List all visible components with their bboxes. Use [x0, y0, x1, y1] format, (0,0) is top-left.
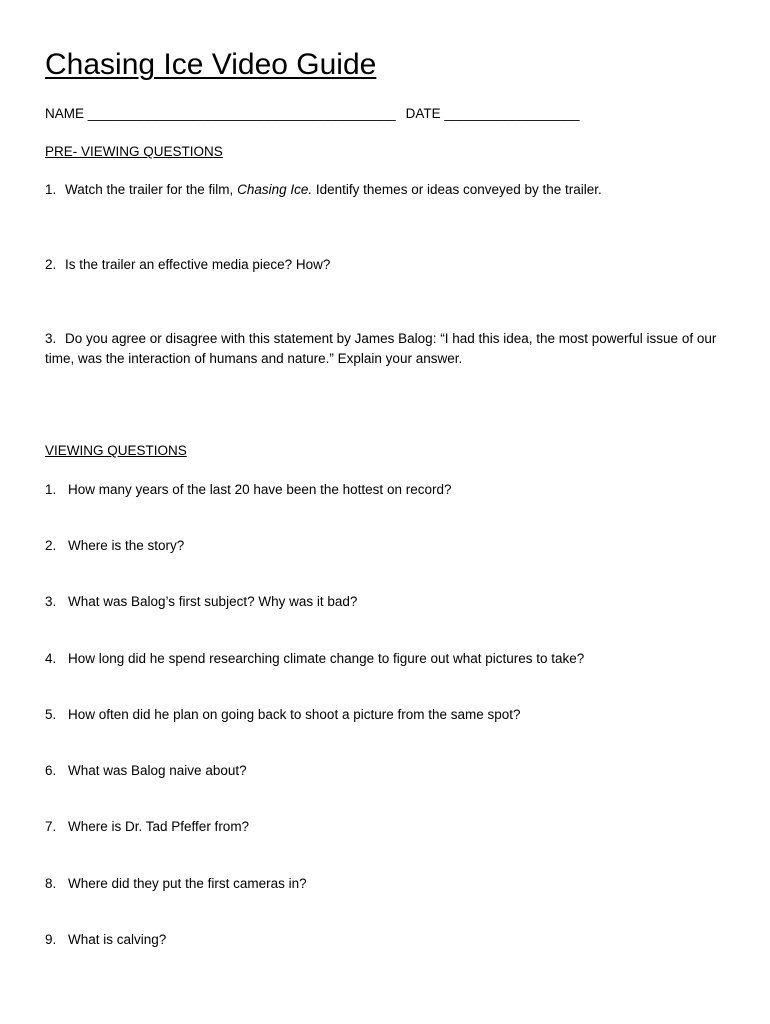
question-number: 2. [45, 538, 57, 553]
question-number: 8. [45, 876, 57, 891]
question-text: How often did he plan on going back to shoot a picture from the same spot? [68, 707, 521, 722]
name-date-line [45, 105, 580, 123]
question-text: How many years of the last 20 have been the hottest on record? [68, 482, 452, 497]
question-number: 3. [45, 331, 57, 346]
pre-viewing-heading: PRE- VIEWING QUESTIONS [45, 144, 223, 159]
question-text: Identify themes or ideas conveyed by the trailer. [315, 182, 602, 197]
date-label: DATE [405, 106, 441, 121]
name-label: NAME [45, 106, 85, 121]
pre-question-3 [45, 329, 725, 369]
question-text: How long did he spend researching climate change to figure out what pictures to take? [68, 651, 585, 666]
question-text: Where is the story? [68, 538, 185, 553]
question-number: 4. [45, 651, 57, 666]
question-text: What is calving? [68, 932, 167, 947]
page-title: Chasing Ice Video Guide [45, 48, 377, 81]
question-number: 6. [45, 763, 57, 778]
question-text: What was Balog naive about? [68, 763, 247, 778]
question-text: Watch the trailer for the film, [65, 182, 234, 197]
film-title: Chasing Ice. [237, 182, 313, 197]
viewing-question-1 [45, 480, 725, 500]
name-blank: _________________________________________ [87, 106, 396, 121]
question-number: 7. [45, 819, 57, 834]
pre-question-2 [45, 255, 725, 275]
question-number: 1. [45, 182, 57, 197]
question-number: 2. [45, 257, 57, 272]
question-text: Is the trailer an effective media piece? How? [65, 257, 331, 272]
question-text: Where is Dr. Tad Pfeffer from? [68, 819, 250, 834]
question-text: Where did they put the first cameras in? [68, 876, 307, 891]
question-number: 9. [45, 932, 57, 947]
viewing-question-2 [45, 536, 725, 556]
viewing-question-3 [45, 592, 725, 612]
viewing-heading: VIEWING QUESTIONS [45, 443, 187, 458]
viewing-question-4 [45, 649, 725, 669]
viewing-question-8 [45, 874, 725, 894]
question-number: 1. [45, 482, 57, 497]
viewing-question-7 [45, 817, 725, 837]
pre-question-1 [45, 180, 725, 200]
viewing-question-6 [45, 761, 725, 781]
question-number: 5. [45, 707, 57, 722]
viewing-question-9 [45, 930, 725, 950]
question-text: What was Balog’s first subject? Why was it bad? [68, 594, 358, 609]
viewing-question-5 [45, 705, 725, 725]
question-number: 3. [45, 594, 57, 609]
date-blank: __________________ [444, 106, 580, 121]
question-text: Do you agree or disagree with this statement by James Balog: “I had this idea, the most powerful issue of our time, was the interaction of humans and nature.” Explain your answer. [45, 331, 717, 366]
